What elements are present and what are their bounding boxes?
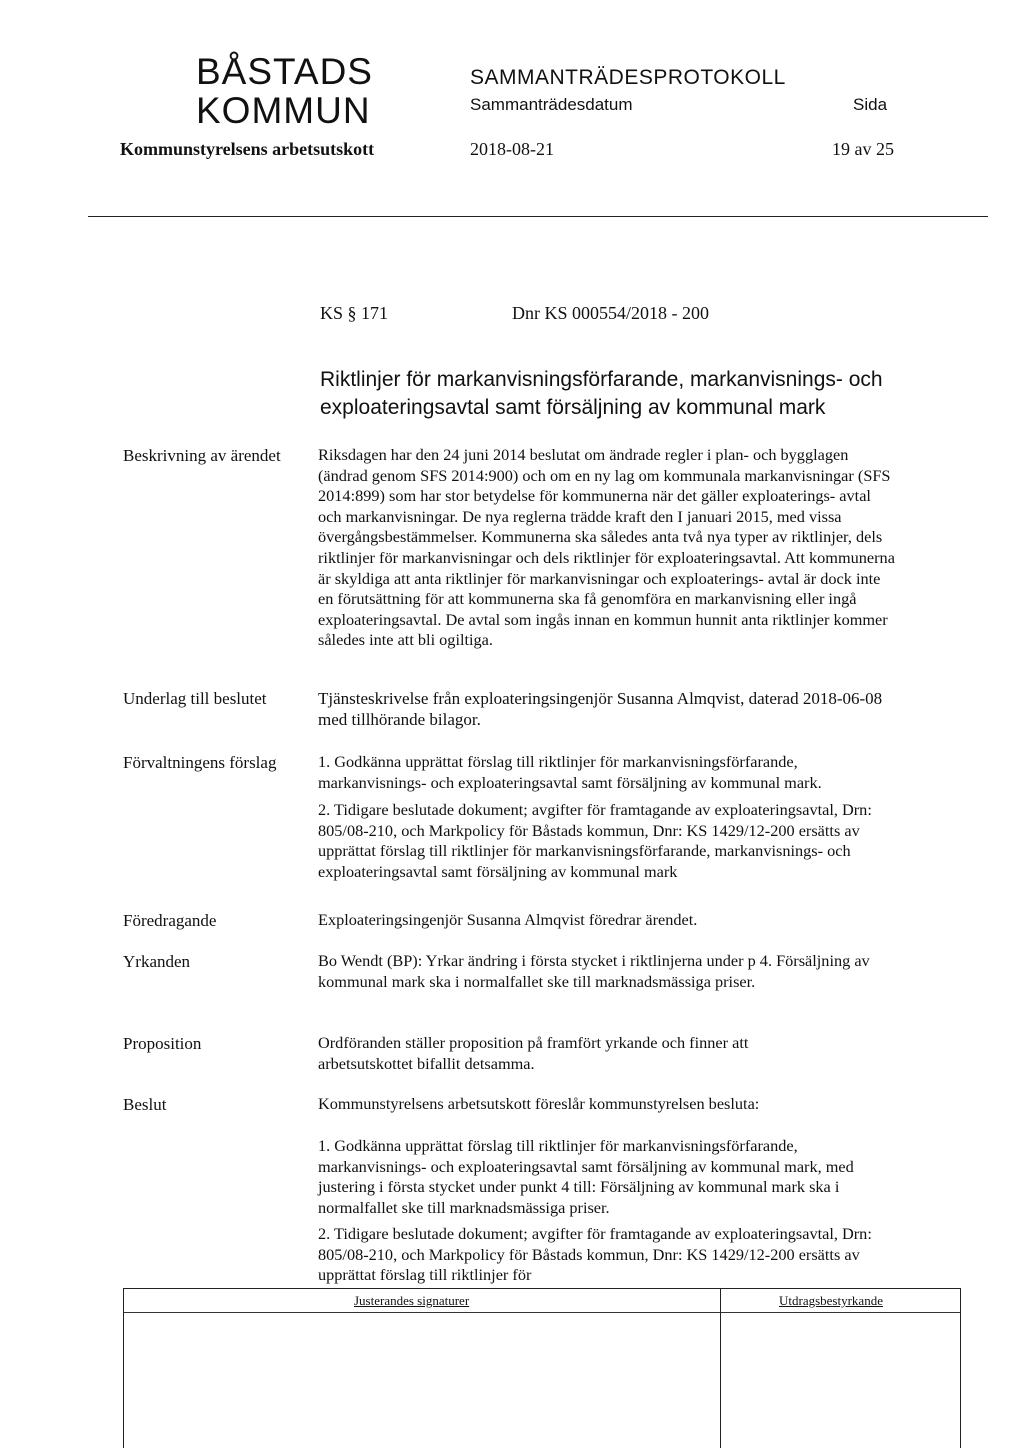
case-title-line1: Riktlinjer för markanvisningsförfarande, markanvisnings- och (320, 368, 883, 391)
decision-item-2: 2. Tidigare beslutade dokument; avgifter för framtagande av exploateringsavtal, Drn: 805/08-210, och Markpolicy för Båstads kommun, Dnr: KS 1429/12-200 ersätts av upprättat förslag till riktlinjer för (318, 1224, 872, 1285)
org-name-line2: KOMMUN (196, 90, 371, 131)
proposition-text: Ordföranden ställer proposition på framfört yrkande och finner att arbetsutskottet bifallit detsamma. (318, 1033, 749, 1073)
committee-name: Kommunstyrelsens arbetsutskott (120, 139, 375, 159)
meeting-date-label: Sammanträdesdatum (470, 95, 633, 114)
description-text: Riksdagen har den 24 juni 2014 beslutat om ändrade regler i plan- och bygglagen (ändrad genom SFS 2014:900) och om en ny lag om kommunala markanvisningar (SFS 2014:899) som har stor betydelse för kommunerna när det gäller exploaterings- avtal och markanvisningar. De nya reglerna trädde kraft den I januari 2015, med vissa övergångsbestämmelser. Kommunerna ska således anta två nya typer av riktlinjer, dels riktlinjer för markanvisningar och dels riktlinjer för exploateringsavtal. Att kommunerna är skyldiga att anta riktlinjer för markanvisningar och exploaterings- avtal är dock inte en förutsättning för att kommunerna ska få genomföra en markanvisning eller ingå exploateringsavtal. De avtal som ingås innan en kommun hunnit anta riktlinjer kommer således inte att bli ogiltiga. (318, 445, 895, 650)
basis-label: Underlag till beslutet (123, 689, 267, 708)
page-label: Sida (853, 95, 888, 114)
signatures-label: Justerandes signaturer (354, 1293, 470, 1308)
proposal-item-2: 2. Tidigare beslutade dokument; avgifter för framtagande av exploateringsavtal, Drn: 805/08-210, och Markpolicy för Båstads kommun, Dnr: KS 1429/12-200 ersätts av upprättat förslag till riktlinjer för markanvisningsförfarande, markanvisnings- och exploateringsavtal samt försäljning av kommunal mark (318, 800, 872, 881)
signature-column-divider (720, 1289, 721, 1448)
meeting-date: 2018-08-21 (470, 139, 554, 159)
motions-text: Bo Wendt (BP): Yrkar ändring i första stycket i riktlinjerna under p 4. Försäljning av kommunal mark ska i normalfallet ske till marknadsmässiga priser. (318, 951, 870, 991)
signature-table (123, 1288, 961, 1448)
case-title-line2: exploateringsavtal samt försäljning av kommunal mark (320, 396, 826, 419)
header-divider (88, 216, 988, 217)
extract-certification-label: Utdragsbestyrkande (779, 1293, 883, 1308)
case-dnr: Dnr KS 000554/2018 - 200 (512, 303, 709, 323)
case-title (320, 366, 960, 422)
description-label: Beskrivning av ärendet (123, 446, 281, 465)
decision-item-1: 1. Godkänna upprättat förslag till riktlinjer för markanvisningsförfarande, markanvisnings- och exploateringsavtal samt försäljning av kommunal mark, med justering i första stycket under punkt 4 till: Försäljning av kommunal mark ska i normalfallet ske till marknadsmässiga priser. (318, 1136, 854, 1217)
proposition-label: Proposition (123, 1034, 202, 1053)
case-number: KS § 171 (320, 303, 389, 323)
document-type: SAMMANTRÄDESPROTOKOLL (470, 66, 786, 89)
proposal-item-1: 1. Godkänna upprättat förslag till riktlinjer för markanvisningsförfarande, markanvisnings- och exploateringsavtal samt försäljning av kommunal mark. (318, 752, 822, 792)
decision-label: Beslut (123, 1095, 167, 1114)
presenter-text: Exploateringsingenjör Susanna Almqvist föredrar ärendet. (318, 910, 698, 929)
basis-text: Tjänsteskrivelse från exploateringsingenjör Susanna Almqvist, daterad 2018-06-08 med tillhörande bilagor. (318, 689, 883, 729)
municipality-logo-text (196, 52, 373, 130)
org-name-line1: BÅSTADS (196, 51, 373, 92)
page-number: 19 av 25 (832, 139, 894, 159)
proposal-label: Förvaltningens förslag (123, 753, 277, 772)
presenter-label: Föredragande (123, 911, 217, 930)
decision-intro: Kommunstyrelsens arbetsutskott föreslår kommunstyrelsen besluta: (318, 1094, 760, 1113)
motions-label: Yrkanden (123, 952, 191, 971)
